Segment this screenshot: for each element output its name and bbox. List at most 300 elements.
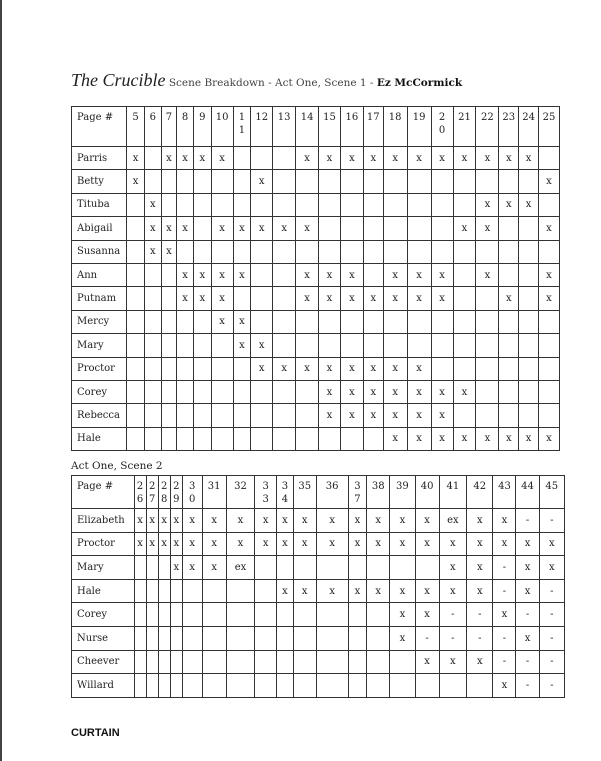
appearance-cell (538, 147, 559, 170)
appearance-cell (161, 287, 177, 310)
appearance-cell (293, 674, 316, 698)
character-row (72, 579, 565, 603)
appearance-cell: x (319, 147, 341, 170)
appearance-cell: x (453, 217, 476, 240)
appearance-cell (431, 334, 453, 357)
appearance-cell: x (211, 263, 233, 286)
appearance-cell: x (211, 217, 233, 240)
appearance-cell (161, 357, 177, 380)
appearance-cell: x (407, 357, 431, 380)
character-name: Elizabeth (72, 509, 135, 533)
document-title (71, 70, 462, 91)
page-number-cell: 2 6 (134, 476, 146, 509)
appearance-cell (273, 380, 296, 403)
page-number-cell: 2 7 (146, 476, 158, 509)
page-number-cell: 40 (415, 476, 439, 509)
appearance-cell (134, 579, 146, 603)
appearance-cell: x (538, 217, 559, 240)
page-number-cell: 15 (319, 107, 341, 147)
appearance-cell (170, 579, 182, 603)
appearance-cell (134, 674, 146, 698)
appearance-cell: - (516, 603, 539, 627)
character-row (72, 380, 560, 403)
appearance-cell (499, 240, 519, 263)
character-name: Susanna (72, 240, 127, 263)
appearance-cell: x (493, 532, 516, 556)
appearance-cell (499, 357, 519, 380)
character-name: Hale (72, 579, 135, 603)
appearance-cell: x (193, 263, 211, 286)
appearance-cell (383, 310, 407, 333)
character-name: Proctor (72, 357, 127, 380)
appearance-cell (296, 427, 319, 450)
appearance-cell: - (516, 674, 539, 698)
appearance-cell (158, 603, 170, 627)
appearance-cell (144, 334, 161, 357)
appearance-cell (193, 334, 211, 357)
appearance-cell (127, 217, 145, 240)
character-row (72, 427, 560, 450)
appearance-cell (363, 427, 383, 450)
appearance-cell (233, 147, 251, 170)
appearance-cell (319, 310, 341, 333)
appearance-cell: x (499, 193, 519, 216)
appearance-cell (170, 674, 182, 698)
appearance-cell (519, 380, 539, 403)
appearance-cell: x (467, 509, 493, 533)
appearance-cell: x (293, 509, 316, 533)
appearance-cell (226, 603, 255, 627)
page-number-cell: 22 (476, 107, 499, 147)
appearance-cell (363, 193, 383, 216)
appearance-cell (146, 674, 158, 698)
appearance-cell (316, 556, 348, 580)
appearance-cell (499, 310, 519, 333)
appearance-cell: x (538, 263, 559, 286)
appearance-cell: x (467, 556, 493, 580)
appearance-cell (296, 380, 319, 403)
appearance-cell (476, 310, 499, 333)
appearance-cell (170, 650, 182, 674)
appearance-cell (177, 240, 194, 263)
page-number-cell: 23 (499, 107, 519, 147)
appearance-cell: x (251, 334, 273, 357)
appearance-cell (538, 240, 559, 263)
appearance-cell (415, 556, 439, 580)
appearance-cell (390, 674, 415, 698)
appearance-cell (453, 404, 476, 427)
appearance-cell (127, 334, 145, 357)
appearance-cell (273, 404, 296, 427)
appearance-cell (390, 650, 415, 674)
appearance-cell: x (277, 509, 293, 533)
character-name: Putnam (72, 287, 127, 310)
appearance-cell: x (467, 579, 493, 603)
play-title: The Crucible (71, 70, 166, 90)
appearance-cell (293, 603, 316, 627)
page-number-cell: 2 9 (170, 476, 182, 509)
appearance-cell (193, 217, 211, 240)
appearance-cell: x (476, 193, 499, 216)
appearance-cell: x (170, 556, 182, 580)
appearance-cell: x (407, 380, 431, 403)
appearance-cell: x (493, 603, 516, 627)
appearance-cell (348, 556, 367, 580)
appearance-cell (193, 193, 211, 216)
character-name: Corey (72, 380, 127, 403)
character-name: Willard (72, 674, 135, 698)
appearance-cell (233, 380, 251, 403)
appearance-cell (251, 287, 273, 310)
appearance-cell (383, 334, 407, 357)
appearance-cell (127, 310, 145, 333)
appearance-cell: x (390, 626, 415, 650)
author-name: Ez McCormick (376, 77, 463, 89)
character-row (72, 170, 560, 193)
appearance-cell (439, 674, 466, 698)
page-number-header-label: Page # (72, 476, 135, 509)
appearance-cell: - (467, 626, 493, 650)
page-number-header-row (72, 476, 565, 509)
appearance-cell: x (390, 579, 415, 603)
appearance-cell (277, 650, 293, 674)
page-number-cell: 19 (407, 107, 431, 147)
appearance-cell (273, 287, 296, 310)
appearance-cell (144, 310, 161, 333)
appearance-cell (367, 650, 390, 674)
appearance-cell (453, 287, 476, 310)
appearance-cell: x (182, 556, 202, 580)
page-number-header-label: Page # (72, 107, 127, 147)
appearance-cell (177, 404, 194, 427)
character-name: Mary (72, 334, 127, 357)
character-name: Tituba (72, 193, 127, 216)
appearance-cell (367, 603, 390, 627)
appearance-cell: x (467, 650, 493, 674)
appearance-cell (251, 193, 273, 216)
appearance-cell: x (340, 263, 363, 286)
appearance-cell (202, 579, 226, 603)
appearance-cell: x (144, 193, 161, 216)
appearance-cell: - (467, 603, 493, 627)
appearance-cell (177, 380, 194, 403)
appearance-cell (170, 603, 182, 627)
appearance-cell (177, 334, 194, 357)
appearance-cell: x (499, 287, 519, 310)
appearance-cell (211, 240, 233, 263)
appearance-cell (233, 404, 251, 427)
appearance-cell (161, 193, 177, 216)
appearance-cell: - (516, 509, 539, 533)
appearance-cell: x (407, 427, 431, 450)
appearance-cell: x (144, 217, 161, 240)
appearance-cell: x (415, 532, 439, 556)
appearance-cell: x (182, 509, 202, 533)
appearance-cell (193, 170, 211, 193)
appearance-cell (233, 427, 251, 450)
appearance-cell: x (319, 404, 341, 427)
appearance-cell (127, 357, 145, 380)
appearance-cell: ex (439, 509, 466, 533)
appearance-cell (277, 556, 293, 580)
appearance-cell: x (538, 427, 559, 450)
appearance-cell (144, 170, 161, 193)
appearance-cell (293, 650, 316, 674)
appearance-cell (476, 334, 499, 357)
appearance-cell (538, 310, 559, 333)
appearance-cell (296, 193, 319, 216)
appearance-cell (319, 240, 341, 263)
appearance-cell (211, 404, 233, 427)
appearance-cell: x (127, 147, 145, 170)
character-name: Ann (72, 263, 127, 286)
appearance-cell (127, 287, 145, 310)
appearance-cell (158, 626, 170, 650)
appearance-cell: x (539, 556, 564, 580)
appearance-cell (319, 170, 341, 193)
character-row (72, 217, 560, 240)
appearance-cell (146, 579, 158, 603)
appearance-cell: - (493, 556, 516, 580)
appearance-cell (363, 240, 383, 263)
appearance-cell (182, 650, 202, 674)
page-number-cell: 39 (390, 476, 415, 509)
character-row (72, 287, 560, 310)
appearance-cell: - (415, 626, 439, 650)
appearance-cell (296, 404, 319, 427)
appearance-cell (202, 603, 226, 627)
appearance-cell (499, 263, 519, 286)
appearance-cell (363, 217, 383, 240)
appearance-cell: x (319, 380, 341, 403)
appearance-cell: x (316, 579, 348, 603)
appearance-cell: x (251, 170, 273, 193)
appearance-cell (251, 427, 273, 450)
appearance-cell: x (348, 532, 367, 556)
character-name: Hale (72, 427, 127, 450)
character-name: Betty (72, 170, 127, 193)
appearance-cell (519, 240, 539, 263)
appearance-cell (146, 650, 158, 674)
page-number-cell: 36 (316, 476, 348, 509)
appearance-cell (407, 193, 431, 216)
page-number-cell: 7 (161, 107, 177, 147)
appearance-cell (255, 579, 277, 603)
appearance-cell (177, 193, 194, 216)
appearance-cell: x (538, 170, 559, 193)
appearance-cell (453, 263, 476, 286)
appearance-cell (367, 556, 390, 580)
appearance-cell (431, 170, 453, 193)
appearance-cell (251, 240, 273, 263)
appearance-cell: x (415, 650, 439, 674)
appearance-cell (476, 240, 499, 263)
appearance-cell (453, 310, 476, 333)
appearance-cell: x (407, 287, 431, 310)
appearance-cell: x (383, 380, 407, 403)
appearance-cell: x (415, 509, 439, 533)
page-number-cell: 31 (202, 476, 226, 509)
character-name: Mercy (72, 310, 127, 333)
appearance-cell: x (539, 532, 564, 556)
appearance-cell (193, 404, 211, 427)
character-name: Rebecca (72, 404, 127, 427)
appearance-cell (538, 193, 559, 216)
appearance-cell (453, 334, 476, 357)
appearance-cell: x (211, 310, 233, 333)
page-number-cell: 44 (516, 476, 539, 509)
appearance-cell: x (476, 217, 499, 240)
appearance-cell (340, 427, 363, 450)
appearance-cell (519, 310, 539, 333)
appearance-cell (273, 147, 296, 170)
appearance-cell (193, 240, 211, 263)
character-name: Corey (72, 603, 135, 627)
appearance-cell (415, 674, 439, 698)
page-number-cell: 32 (226, 476, 255, 509)
appearance-cell (316, 674, 348, 698)
appearance-cell: x (177, 263, 194, 286)
appearance-cell: x (431, 147, 453, 170)
appearance-cell (202, 626, 226, 650)
appearance-cell: x (296, 357, 319, 380)
appearance-cell: x (293, 579, 316, 603)
appearance-cell: x (348, 509, 367, 533)
appearance-cell: x (296, 263, 319, 286)
appearance-cell (519, 287, 539, 310)
appearance-cell: x (226, 532, 255, 556)
character-row (72, 240, 560, 263)
page-number-cell: 3 0 (182, 476, 202, 509)
appearance-cell (177, 357, 194, 380)
appearance-cell (383, 217, 407, 240)
appearance-cell (161, 334, 177, 357)
appearance-cell: x (202, 532, 226, 556)
appearance-cell (273, 240, 296, 263)
character-row (72, 603, 565, 627)
page-number-cell: 10 (211, 107, 233, 147)
appearance-cell (182, 603, 202, 627)
appearance-cell: x (363, 357, 383, 380)
appearance-cell (255, 603, 277, 627)
appearance-cell: x (340, 404, 363, 427)
appearance-cell (182, 626, 202, 650)
appearance-cell (476, 170, 499, 193)
appearance-cell (177, 427, 194, 450)
appearance-cell: x (390, 532, 415, 556)
appearance-cell: x (233, 310, 251, 333)
appearance-cell (340, 170, 363, 193)
appearance-cell: x (340, 357, 363, 380)
appearance-cell (363, 310, 383, 333)
appearance-cell: - (539, 626, 564, 650)
appearance-cell (158, 579, 170, 603)
appearance-cell (407, 310, 431, 333)
appearance-cell (476, 404, 499, 427)
appearance-cell (255, 556, 277, 580)
appearance-cell (226, 650, 255, 674)
appearance-cell (363, 334, 383, 357)
appearance-cell: x (538, 287, 559, 310)
appearance-cell: x (431, 263, 453, 286)
appearance-cell: x (431, 287, 453, 310)
appearance-cell (226, 626, 255, 650)
appearance-cell: x (348, 579, 367, 603)
appearance-cell (538, 404, 559, 427)
appearance-cell (519, 217, 539, 240)
appearance-cell (499, 404, 519, 427)
appearance-cell (296, 310, 319, 333)
appearance-cell: x (170, 532, 182, 556)
appearance-cell (273, 427, 296, 450)
appearance-cell (519, 357, 539, 380)
appearance-cell (273, 170, 296, 193)
appearance-cell: x (453, 147, 476, 170)
appearance-cell: x (319, 263, 341, 286)
character-name: Proctor (72, 532, 135, 556)
page-number-cell: 24 (519, 107, 539, 147)
appearance-cell (146, 626, 158, 650)
appearance-cell (211, 170, 233, 193)
appearance-cell: x (390, 603, 415, 627)
appearance-cell: x (363, 287, 383, 310)
appearance-cell: x (277, 532, 293, 556)
appearance-cell: x (251, 217, 273, 240)
appearance-cell: - (516, 650, 539, 674)
appearance-cell (499, 217, 519, 240)
appearance-cell (340, 240, 363, 263)
appearance-cell (519, 263, 539, 286)
appearance-cell: - (539, 650, 564, 674)
appearance-cell (407, 170, 431, 193)
appearance-cell (453, 170, 476, 193)
appearance-cell: x (316, 509, 348, 533)
appearance-cell: x (519, 193, 539, 216)
appearance-cell: x (415, 603, 439, 627)
appearance-cell (161, 310, 177, 333)
page-number-cell: 21 (453, 107, 476, 147)
appearance-cell: x (316, 532, 348, 556)
appearance-cell: x (516, 626, 539, 650)
appearance-cell (161, 170, 177, 193)
appearance-cell: x (431, 380, 453, 403)
appearance-cell (127, 263, 145, 286)
appearance-cell: - (439, 626, 466, 650)
appearance-cell (144, 147, 161, 170)
appearance-cell: x (255, 509, 277, 533)
appearance-cell (293, 626, 316, 650)
appearance-cell: x (202, 556, 226, 580)
appearance-cell: x (363, 404, 383, 427)
appearance-cell: x (431, 404, 453, 427)
character-name: Abigail (72, 217, 127, 240)
page-number-cell: 17 (363, 107, 383, 147)
appearance-cell (255, 674, 277, 698)
character-row (72, 674, 565, 698)
appearance-cell: x (161, 147, 177, 170)
appearance-cell: x (146, 509, 158, 533)
appearance-cell: x (407, 147, 431, 170)
appearance-cell (293, 556, 316, 580)
appearance-cell: x (177, 287, 194, 310)
appearance-cell: x (453, 380, 476, 403)
appearance-cell: x (134, 532, 146, 556)
title-subtitle: Scene Breakdown - Act One, Scene 1 - (165, 77, 377, 89)
appearance-cell (193, 357, 211, 380)
character-name: Cheever (72, 650, 135, 674)
appearance-cell: x (367, 509, 390, 533)
appearance-cell: x (134, 509, 146, 533)
